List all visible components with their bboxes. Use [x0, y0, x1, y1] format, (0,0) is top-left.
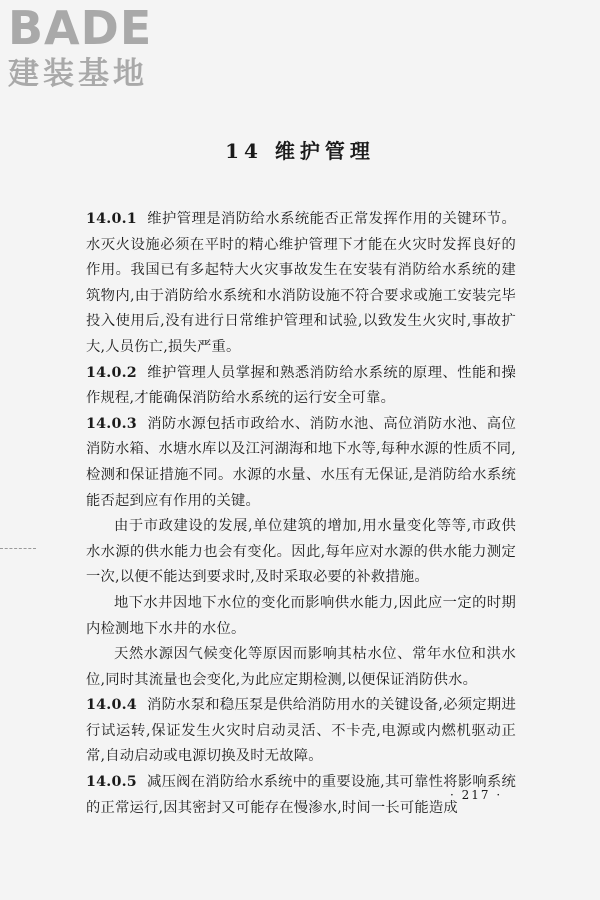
clause-number: 14.0.4 — [86, 697, 137, 714]
clause-text: 消防水泵和稳压泵是供给消防用水的关键设备,必须定期进行试运转,保证发生火灾时启动灵活、不卡壳,电源或内燃机驱动正常,自动启动或电源切换及时无故障。 — [86, 697, 516, 765]
clause-number: 14.0.1 — [86, 211, 137, 227]
clause-number: 14.0.2 — [86, 364, 137, 381]
paragraph: 天然水源因气候变化等原因而影响其枯水位、常年水位和洪水位,同时其流量也会变化,为此应定期检测,以便保证消防供水。 — [86, 646, 516, 688]
watermark-logo — [8, 1, 178, 92]
page-number: · 217 · — [450, 788, 503, 802]
clause-14-0-2 — [86, 361, 516, 412]
chapter-title: 14 维护管理 — [225, 139, 375, 163]
clause-text: 维护管理是消防给水系统能否正常发挥作用的关键环节。水灭火设施必须在平时的精心维护管理下才能在火灾时发挥良好的作用。我国已有多起特大火灾事故发生在安装有消防给水系统的建筑物内,由于消防给水系统和水消防设施不符合要求或施工安装完毕投入使用后,没有进行日常维护管理和试验,以致发生火灾时,事故扩大,人员伤亡,损失严重。 — [86, 211, 516, 355]
clause-14-0-3 — [86, 412, 516, 514]
clause-14-0-1 — [86, 207, 516, 361]
clause-text: 减压阀在消防给水系统中的重要设施,其可靠性将影响系统的正常运行,因其密封又可能存在慢渗水,时间一长可能造成 — [86, 774, 516, 816]
watermark-subtitle: 建装基地 — [8, 56, 148, 92]
watermark-brand: BADE — [8, 1, 153, 55]
scan-margin-mark — [0, 548, 36, 552]
clause-text: 消防水源包括市政给水、消防水池、高位消防水池、高位消防水箱、水塘水库以及江河湖海和地下水等,每种水源的性质不同,检测和保证措施不同。水源的水量、水压有无保证,是消防给水系统能否起到应有作用的关键。 — [86, 415, 516, 509]
paragraph: 地下水井因地下水位的变化而影响供水能力,因此应一定的时期内检测地下水井的水位。 — [86, 594, 516, 637]
clause-text: 维护管理人员掌握和熟悉消防给水系统的原理、性能和操作规程,才能确保消防给水系统的运行安全可靠。 — [86, 364, 516, 407]
paragraph: 由于市政建设的发展,单位建筑的增加,用水量变化等等,市政供水水源的供水能力也会有变化。因此,每年应对水源的供水能力测定一次,以便不能达到要求时,及时采取必要的补救措施。 — [86, 518, 516, 586]
body-text — [86, 207, 516, 821]
clause-14-0-4 — [86, 693, 516, 770]
clause-number: 14.0.5 — [86, 774, 137, 791]
clause-number: 14.0.3 — [86, 415, 137, 432]
